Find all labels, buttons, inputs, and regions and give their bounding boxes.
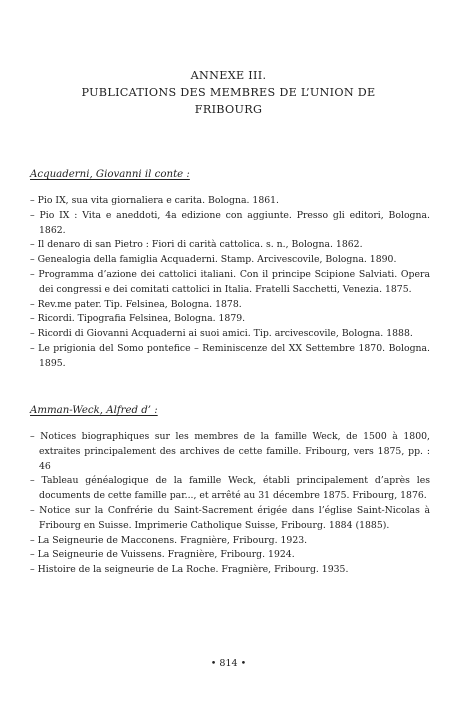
list-item: – Ricordi. Tipografia Felsinea, Bologna. 1879. [30, 312, 430, 327]
list-item: – Le prigionia del Somo pontefice – Reminiscenze del XX Settembre 1870. Bologna. 1895. [30, 342, 430, 372]
list-item: – Rev.me pater. Tip. Felsinea, Bologna. 1878. [30, 298, 430, 313]
heading-line-3: FRIBOURG [194, 103, 263, 116]
author-heading-amman-weck: Amman-Weck, Alfred d’ : [30, 405, 158, 416]
list-item: – La Seigneurie de Macconens. Fragnière, Fribourg. 1923. [30, 534, 430, 549]
author-heading-acquaderni: Acquaderni, Giovanni il conte : [30, 169, 190, 180]
list-item: – Pio IX : Vita e aneddoti, 4a edizione con aggiunte. Presso gli editori, Bologna. 1862. [30, 209, 430, 239]
annex-heading [0, 67, 457, 118]
publication-list-acquaderni [30, 194, 430, 372]
list-item: – Genealogia della famiglia Acquaderni. Stamp. Arcivescovile, Bologna. 1890. [30, 253, 430, 268]
page-number: • 814 • [210, 658, 247, 669]
list-item: – Programma d’azione dei cattolici italiani. Con il principe Scipione Salviati. Opera dei congressi e dei comitati cattolici in Italia. Fratelli Sacchetti, Venezia. 1875. [30, 268, 430, 298]
list-item: – Histoire de la seigneurie de La Roche. Fragnière, Fribourg. 1935. [30, 563, 430, 578]
list-item: – La Seigneurie de Vuissens. Fragnière, Fribourg. 1924. [30, 548, 430, 563]
heading-line-2: PUBLICATIONS DES MEMBRES DE L’UNION DE [81, 86, 376, 99]
list-item: – Il denaro di san Pietro : Fiori di carità cattolica. s. n., Bologna. 1862. [30, 238, 430, 253]
list-item: – Pio IX, sua vita giornaliera e carita. Bologna. 1861. [30, 194, 430, 209]
list-item: – Ricordi di Giovanni Acquaderni ai suoi amici. Tip. arcivescovile, Bologna. 1888. [30, 327, 430, 342]
list-item: – Notice sur la Confrérie du Saint-Sacrement érigée dans l’église Saint-Nicolas à Fribourg en Suisse. Imprimerie Catholique Suisse, Fribourg. 1884 (1885). [30, 504, 430, 534]
list-item: – Tableau généalogique de la famille Weck, établi principalement d’après les documents de cette famille par..., et arrêté au 31 décembre 1875. Fribourg, 1876. [30, 474, 430, 504]
list-item: – Notices biographiques sur les membres de la famille Weck, de 1500 à 1800, extraites principalement des archives de cette famille. Fribourg, vers 1875, pp. : 46 [30, 430, 430, 474]
heading-line-1: ANNEXE III. [190, 69, 267, 82]
publication-list-amman-weck [30, 430, 430, 578]
